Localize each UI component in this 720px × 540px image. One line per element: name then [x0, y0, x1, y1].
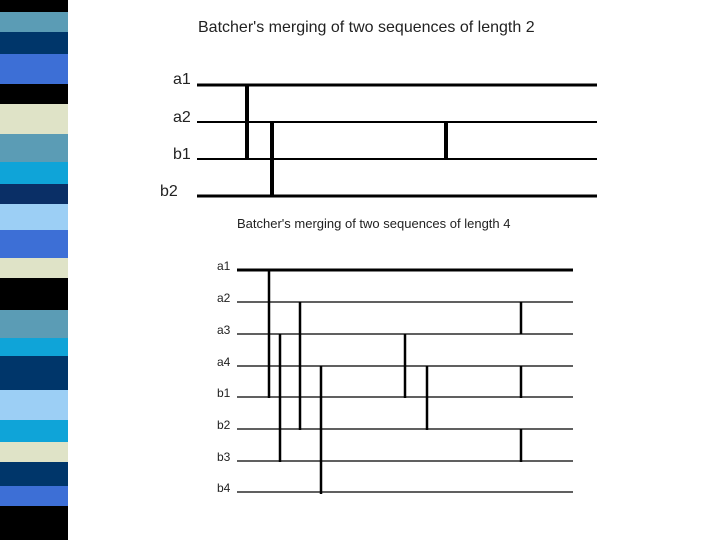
diagram2-wire-label: b4	[217, 481, 231, 495]
diagram2-wire-label: b3	[217, 450, 231, 464]
diagram2-wire-label: b2	[217, 418, 231, 432]
diagram2-network	[237, 270, 573, 494]
diagram2-wire-label: b1	[217, 386, 231, 400]
diagram2-wire-label: a2	[217, 291, 231, 305]
diagram1-wire-label: b1	[173, 146, 191, 163]
diagram1-network	[197, 85, 597, 197]
diagram1-wire-label: b2	[160, 183, 178, 200]
diagram1-wire-label: a2	[173, 109, 191, 126]
diagram1-title: Batcher's merging of two sequences of length 2	[198, 19, 535, 36]
diagram2-wire-label: a3	[217, 323, 231, 337]
diagram2-wire-label: a1	[217, 259, 231, 273]
diagram2-title: Batcher's merging of two sequences of length 4	[237, 216, 511, 231]
diagram2-wire-label: a4	[217, 355, 231, 369]
diagram1-wire-label: a1	[173, 71, 191, 88]
